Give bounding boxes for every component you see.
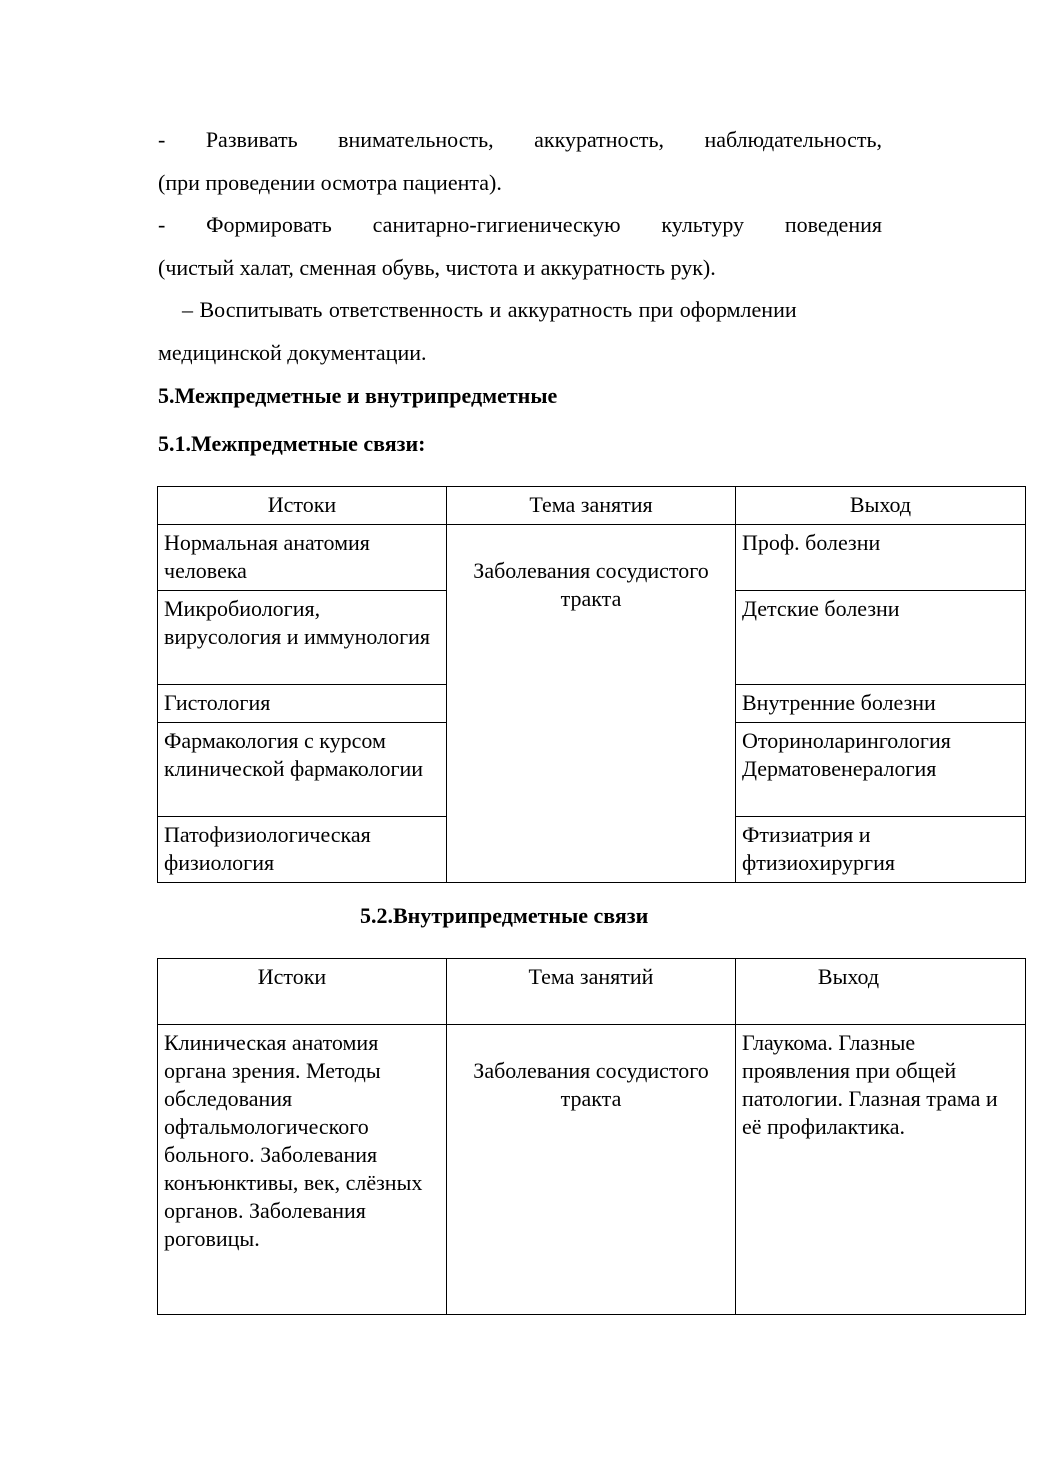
header-sources: Истоки [158, 487, 447, 525]
paragraph-3-line-2: медицинской документации. [158, 340, 427, 365]
output-cell: Внутренние болезни [736, 685, 1026, 723]
table-row [158, 525, 1026, 591]
paragraph-2-line-2: (чистый халат, сменная обувь, чистота и аккуратность рук). [158, 255, 716, 280]
source-cell: Патофизиологическая физиология [158, 817, 447, 883]
paragraph-1-line-1: - Развивать внимательность, аккуратность, наблюдательность, [158, 127, 882, 152]
section-heading-5: 5.Межпредметные и внутрипредметные [158, 383, 558, 408]
topic-cell: Заболевания сосудистого тракта [447, 525, 736, 883]
section-heading-5-2: 5.2.Внутрипредметные связи [360, 903, 649, 928]
output-cell: Детские болезни [736, 591, 1026, 685]
output-cell: Проф. болезни [736, 525, 1026, 591]
table-header-row [158, 959, 1026, 1025]
header-sources: Истоки [158, 959, 447, 1025]
paragraph-1-line-2: (при проведении осмотра пациента). [158, 170, 502, 195]
section-heading-5-1: 5.1.Межпредметные связи: [158, 431, 426, 456]
intersubject-table [157, 486, 1026, 883]
source-cell: Нормальная анатомия человека [158, 525, 447, 591]
source-cell: Клиническая анатомия органа зрения. Методы обследования офтальмологического больного. Заболевания конъюнктивы, век, слёзных органов. Заболевания роговицы. [158, 1025, 447, 1315]
output-cell: Глаукома. Глазные проявления при общей патологии. Глазная трама и её профилактика. [736, 1025, 1026, 1315]
source-cell: Фармакология с курсом клинической фармакологии [158, 723, 447, 817]
paragraph-2-line-1: - Формировать санитарно-гигиеническую культуру поведения [158, 212, 882, 237]
output-cell: Фтизиатрия и фтизиохирургия [736, 817, 1026, 883]
intrasubject-table [157, 958, 1026, 1315]
source-cell: Микробиология, вирусология и иммунология [158, 591, 447, 685]
table-row [158, 1025, 1026, 1315]
header-topic: Тема занятия [447, 487, 736, 525]
paragraph-3-line-1: – Воспитывать ответственность и аккуратность при оформлении [182, 297, 797, 322]
source-cell: Гистология [158, 685, 447, 723]
topic-cell: Заболевания сосудистого тракта [447, 1025, 736, 1315]
output-cell: Оториноларингология Дерматовенералогия [736, 723, 1026, 817]
header-output: Выход [736, 487, 1026, 525]
header-topic: Тема занятий [447, 959, 736, 1025]
header-output: Выход [736, 959, 1026, 1025]
table-header-row [158, 487, 1026, 525]
